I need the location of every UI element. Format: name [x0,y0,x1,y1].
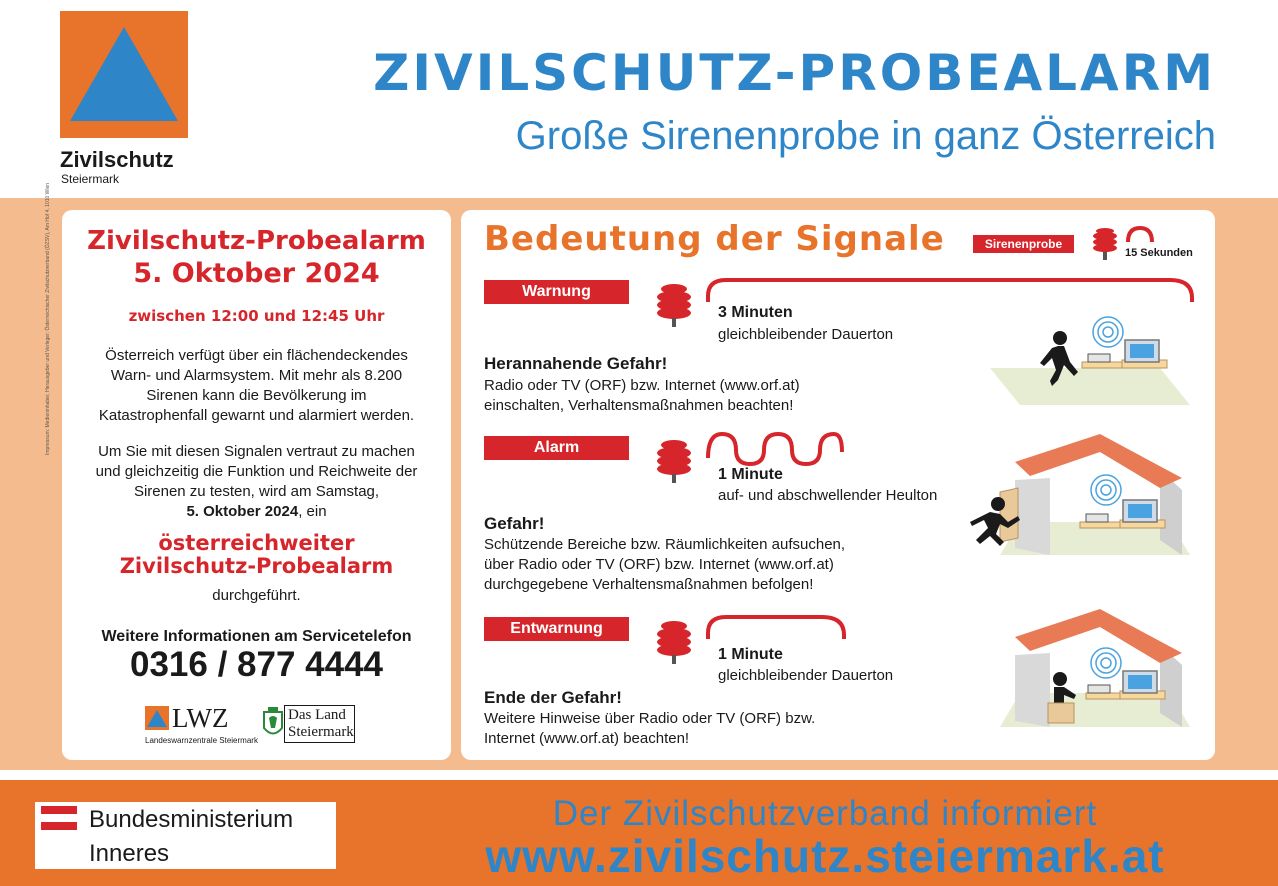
warnung-duration: 3 Minuten [718,304,793,321]
signals-heading: Bedeutung der Signale [484,219,945,259]
alarm-headline: Gefahr! [484,514,545,533]
shelter-scene-illustration [960,430,1200,560]
alarm-tone: auf- und abschwellender Heulton [718,487,938,504]
wailing-tone-icon [700,428,850,468]
warnung-body: Radio oder TV (ORF) bzw. Internet (www.orf.at) einschalten, Verhaltensmaßnahmen beachten! [484,377,800,414]
lwz-logo: LWZ [172,703,229,733]
page-subtitle: Große Sirenenprobe in ganz Österreich [515,114,1216,158]
ministry-line-2: Inneres [89,840,170,867]
imprint: Impressum: Medieninhaber, Herausgeber und Verleger: Österreichischer Zivilschutzverband (ÖZSV), Am Hof 4, 1010 Wien [45,182,51,455]
time-window: zwischen 12:00 und 12:45 Uhr [128,307,385,325]
warnung-headline: Herannahende Gefahr! [484,354,668,373]
sirenenprobe-label: Sirenenprobe [973,235,1074,253]
page-title: ZIVILSCHUTZ-PROBEALARM [373,44,1216,102]
logo-region: Steiermark [61,172,120,186]
siren-icon [1093,228,1117,260]
warnung-tone: gleichbleibender Dauerton [718,326,894,343]
left-title: Zivilschutz-Probealarm [87,226,426,256]
date-bold: 5. Oktober 2024 [186,503,299,520]
left-date: 5. Oktober 2024 [133,258,380,289]
continuous-tone-1min-icon [700,607,850,647]
highlight-line-1: österreichweiter [158,531,355,555]
triangle-icon [60,11,188,138]
siren-icon [655,436,695,486]
coat-of-arms-icon [262,706,284,740]
lwz-subtitle: Landeswarnzentrale Steiermark [145,736,258,745]
paragraph-1: Österreich verfügt über ein flächendeckendes Warn- und Alarmsystem. Mit mehr als 8.200 Sirenen kann die Bevölkerung im Katastrophenfall gewarnt und alarmiert werden. [98,347,415,424]
bmi-logo [35,802,336,869]
lwz-triangle-icon [145,706,169,730]
alarm-duration: 1 Minute [718,466,783,483]
highlight-line-2: Zivilschutz-Probealarm [119,554,394,578]
alarm-body: Schützende Bereiche bzw. Räumlichkeiten aufsuchen, über Radio oder TV (ORF) bzw. Internet (www.orf.at) durchgegebene Verhaltensmaßnahmen befolgen! [484,536,846,593]
entwarnung-headline: Ende der Gefahr! [484,688,622,707]
alarm-label: Alarm [484,436,629,460]
footer-url[interactable]: www.zivilschutz.steiermark.at [485,830,1165,882]
warning-scene-illustration [960,310,1200,410]
conclusion: durchgeführt. [212,587,301,604]
entwarnung-tone: gleichbleibender Dauerton [718,667,894,684]
sirenenprobe-duration: 15 Sekunden [1125,247,1193,259]
logo-name: Zivilschutz [60,147,174,172]
entwarnung-duration: 1 Minute [718,646,783,663]
siren-icon [655,617,695,667]
entwarnung-body: Weitere Hinweise über Radio oder TV (ORF) bzw. Internet (www.orf.at) beachten! [484,710,816,747]
warnung-label: Warnung [484,280,629,304]
zivilschutz-logo [60,11,188,138]
austria-flag-icon [41,806,77,830]
siren-icon [655,280,695,330]
footer-info: Der Zivilschutzverband informiert [552,794,1098,833]
paragraph-2: Um Sie mit diesen Signalen vertraut zu machen und gleichzeitig die Funktion und Reichweite der Sirenen zu testen, wird am Samstag, 5. Oktober 2024, ein [95,443,418,520]
service-phone: 0316 / 877 4444 [129,645,383,684]
service-label: Weitere Informationen am Servicetelefon [101,628,412,645]
ministry-line-1: Bundesministerium [89,806,294,833]
land-steiermark-logo: Das Land Steiermark [284,705,355,743]
entwarnung-label: Entwarnung [484,617,629,641]
all-clear-scene-illustration [960,605,1200,735]
